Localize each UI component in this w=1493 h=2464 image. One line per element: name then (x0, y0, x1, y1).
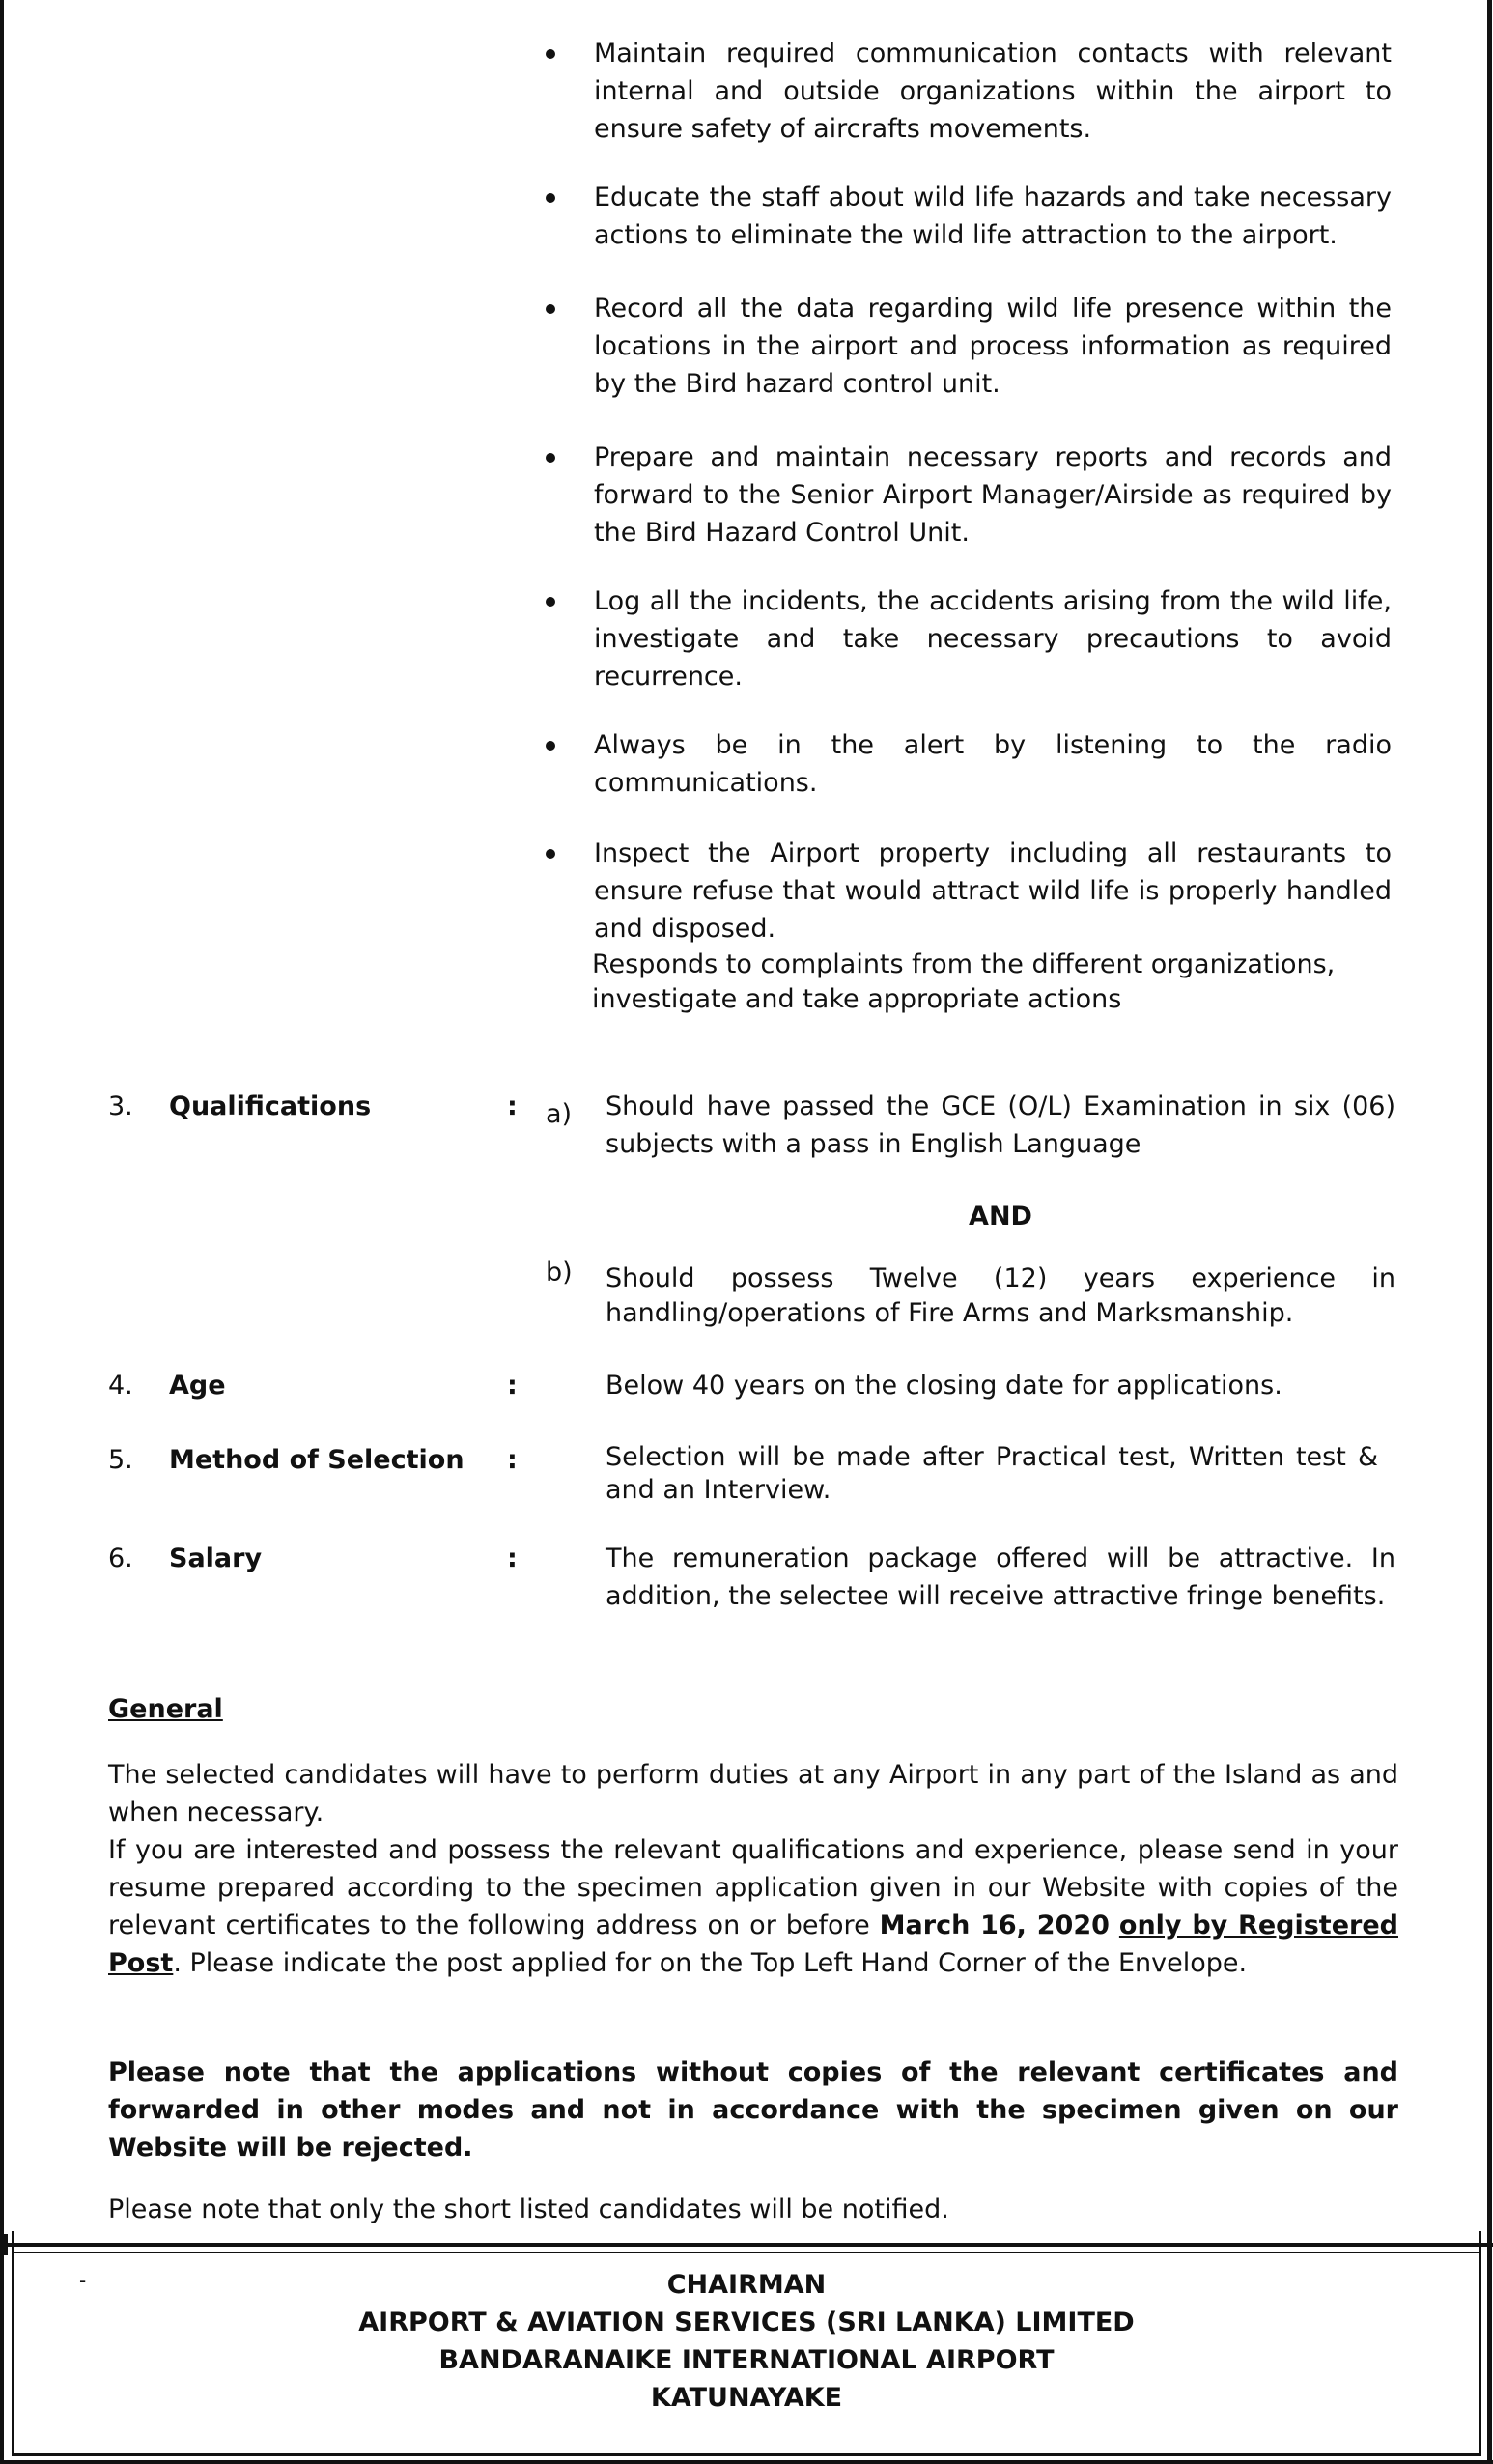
general-heading: General (108, 1694, 223, 1724)
item-marker-b: b) (546, 1258, 573, 1288)
list-item (536, 179, 1392, 254)
salary-label: Salary (169, 1544, 263, 1573)
list-item (536, 35, 1392, 148)
shortlist-notice: Please note that only the short listed candidates will be notified. (108, 2195, 949, 2224)
salary-text: The remuneration package offered will be attractive. In addition, the selectee will receive attractive fringe benefits. (606, 1544, 1395, 1611)
duty-text: Maintain required communication contacts with relevant internal and outside organizations within the airport to ensure safety of aircrafts movements. (594, 39, 1392, 144)
list-item (536, 835, 1392, 948)
footer-separator (0, 2243, 1493, 2247)
bullet-icon (546, 849, 555, 859)
duty-text: Educate the staff about wild life hazards and take necessary actions to eliminate the wild life attraction to the airport. (594, 183, 1392, 250)
page-border-bottom-inner (12, 2453, 1481, 2456)
and-connector: AND (969, 1202, 1032, 1232)
footer-location: KATUNAYAKE (650, 2383, 843, 2413)
method-label: Method of Selection (169, 1445, 465, 1475)
qualification-a-text: Should have passed the GCE (O/L) Examination in six (06) subjects with a pass in English Language (606, 1091, 1395, 1159)
duty-text: Inspect the Airport property including all restaurants to ensure refuse that would attract wild life is properly handled and disposed. (594, 838, 1392, 944)
section-number: 4. (108, 1371, 133, 1401)
general-paragraph-2-start: If you are interested and possess the relevant qualifications and experience, please send in your resume prepared according to the specimen application given in our Website with copies of the relevant certificates to the following address on or before (108, 1835, 1398, 1940)
general-paragraph-1: The selected candidates will have to perform duties at any Airport in any part of the Island as and when necessary. (108, 1760, 1398, 1827)
general-paragraph-2 (108, 1831, 1398, 1982)
list-item (536, 290, 1392, 403)
bullet-icon (546, 193, 555, 203)
duty-text: Record all the data regarding wild life presence within the locations in the airport and process information as required by the Bird hazard control unit. (594, 294, 1392, 399)
registered-post-note: only by Registered Post (108, 1911, 1398, 1978)
page-border-left (0, 0, 4, 2464)
method-text: Selection will be made after Practical test, Written test & and an Interview. (606, 1442, 1378, 1505)
bullet-icon (546, 453, 555, 463)
margin-tick (0, 2234, 8, 2255)
list-item (536, 582, 1392, 695)
bullet-icon (546, 741, 555, 751)
section-number: 3. (108, 1091, 133, 1121)
text-space (1110, 1911, 1119, 1940)
qualification-b-text: Should possess Twelve (12) years experience in handling/operations of Fire Arms and Marksmanship. (606, 1263, 1395, 1328)
list-item (536, 726, 1392, 802)
section-colon: : (507, 1371, 518, 1401)
bullet-icon (546, 304, 555, 314)
age-text: Below 40 years on the closing date for applications. (606, 1371, 1282, 1401)
page-border-right (1487, 0, 1492, 2464)
bullet-icon (546, 597, 555, 607)
closing-date: March 16, 2020 (879, 1911, 1110, 1940)
duty-extra-text: Responds to complaints from the different organizations, investigate and take appropriate actions (592, 949, 1336, 1014)
rejection-notice: Please note that the applications without copies of the relevant certificates and forwarded in other modes and not in accordance with the specimen given on our Website will be rejected. (108, 2057, 1398, 2163)
general-paragraph-2-end: . Please indicate the post applied for on the Top Left Hand Corner of the Envelope. (173, 1948, 1248, 1978)
bullet-icon (546, 49, 555, 59)
section-colon: : (507, 1091, 518, 1121)
footer-separator-inner (12, 2252, 1481, 2253)
qualifications-label: Qualifications (169, 1091, 372, 1121)
item-marker-a: a) (546, 1099, 573, 1129)
footer-mark: - (79, 2269, 87, 2292)
section-colon: : (507, 1445, 518, 1475)
duties-list (536, 35, 1392, 1017)
section-colon: : (507, 1544, 518, 1573)
age-label: Age (169, 1371, 226, 1401)
duty-text: Log all the incidents, the accidents arising from the wild life, investigate and take necessary precautions to avoid recurrence. (594, 586, 1392, 692)
list-item (536, 439, 1392, 552)
footer-title: CHAIRMAN (666, 2270, 827, 2300)
footer-organization: AIRPORT & AVIATION SERVICES (SRI LANKA) LIMITED (358, 2308, 1135, 2337)
page-border-bottom (0, 2460, 1493, 2464)
section-number: 5. (108, 1445, 133, 1475)
duty-text: Always be in the alert by listening to the radio communications. (594, 730, 1392, 798)
duty-text: Prepare and maintain necessary reports and records and forward to the Senior Airport Manager/Airside as required by the Bird Hazard Control Unit. (594, 442, 1392, 548)
section-number: 6. (108, 1544, 133, 1573)
footer-airport: BANDARANAIKE INTERNATIONAL AIRPORT (438, 2345, 1055, 2375)
